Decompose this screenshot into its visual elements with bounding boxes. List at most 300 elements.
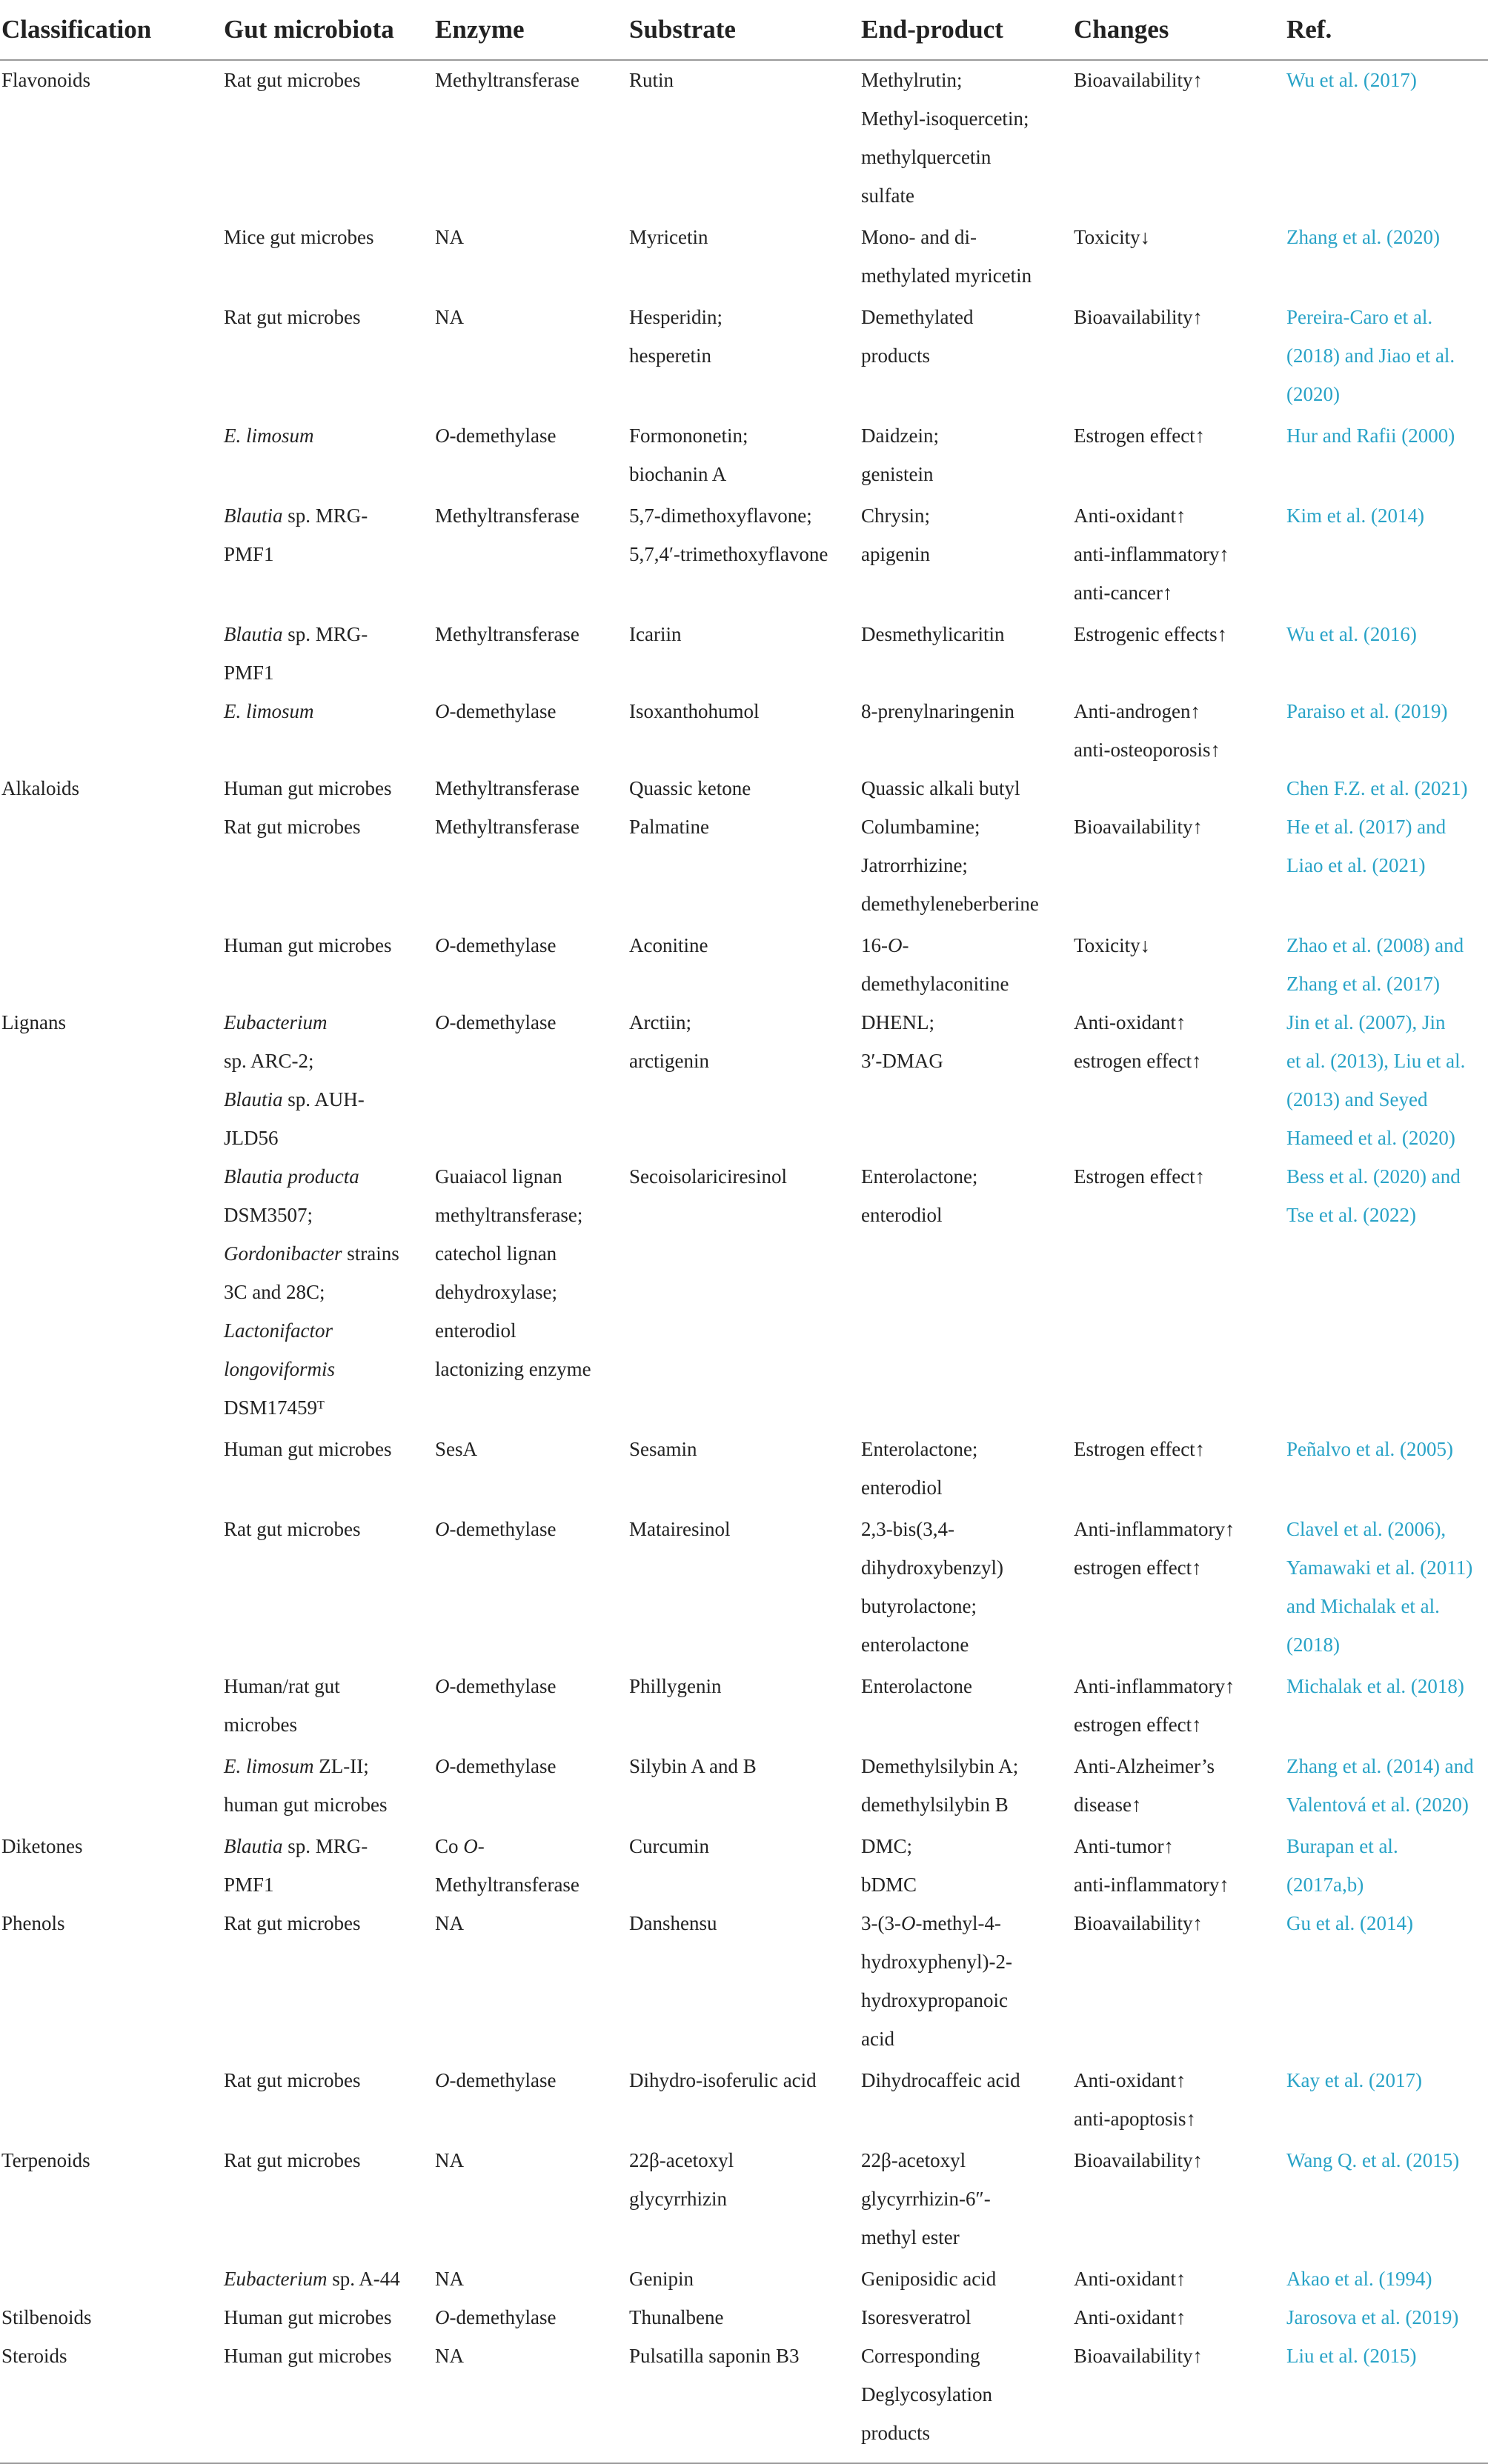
cell-gut-microbiota: [222, 2337, 434, 2463]
classification-text: Diketones: [1, 1835, 83, 1857]
cell-enzyme: [434, 1904, 628, 2058]
cell-substrate: [628, 1824, 860, 1904]
cell-ref: [1285, 1157, 1488, 1427]
enzyme-text: lactonizing enzyme: [435, 1358, 591, 1380]
table-row: [0, 295, 1488, 413]
cell-substrate: [628, 612, 860, 692]
cell-classification: [0, 1664, 222, 1744]
cell-gut-microbiota: [222, 808, 434, 923]
cell-gut-microbiota: [222, 1824, 434, 1904]
cell-end-product: [860, 2138, 1072, 2257]
cell-changes: [1072, 215, 1285, 295]
changes-text: Bioavailability↑: [1074, 306, 1203, 328]
enzyme-text: NA: [435, 2149, 464, 2171]
end-product-text: dihydroxybenzyl): [861, 1556, 1003, 1579]
ref-text[interactable]: Michalak et al. (2018): [1286, 1675, 1464, 1697]
classification-text: Steroids: [1, 2345, 67, 2367]
end-product-text: Methyl-isoquercetin;: [861, 107, 1029, 130]
end-product-text: Desmethylicaritin: [861, 623, 1005, 645]
cell-end-product: [860, 2058, 1072, 2138]
cell-changes: [1072, 2337, 1285, 2463]
ref-text[interactable]: Wang Q. et al. (2015): [1286, 2149, 1460, 2171]
cell-classification: [0, 413, 222, 493]
cell-classification: [0, 1427, 222, 1507]
substrate-text: Rutin: [629, 69, 674, 91]
cell-end-product: [860, 1904, 1072, 2058]
gut-microbiota-text: Human gut microbes: [224, 2345, 392, 2367]
substrate-text: Genipin: [629, 2268, 694, 2290]
ref-text[interactable]: Liao et al. (2021): [1286, 854, 1426, 876]
end-product-text: methyl ester: [861, 2226, 960, 2248]
table-row: [0, 2138, 1488, 2257]
cell-ref: [1285, 1744, 1488, 1824]
table-row: [0, 1904, 1488, 2058]
substrate-text: Silybin A and B: [629, 1755, 757, 1777]
substrate-text: 5,7,4′-trimethoxyflavone: [629, 543, 828, 565]
enzyme-text: Methyltransferase: [435, 816, 579, 838]
enzyme-text: enterodiol: [435, 1319, 517, 1342]
substrate-text: Sesamin: [629, 1438, 697, 1460]
changes-text: Anti-inflammatory↑: [1074, 1675, 1235, 1697]
cell-enzyme: [434, 493, 628, 612]
table-row: [0, 2058, 1488, 2138]
enzyme-text: NA: [435, 1912, 464, 1934]
cell-ref: [1285, 769, 1488, 808]
table-row: [0, 1157, 1488, 1427]
end-product-text: methylated myricetin: [861, 264, 1032, 287]
cell-changes: [1072, 1507, 1285, 1664]
cell-ref: [1285, 2337, 1488, 2463]
cell-classification: [0, 612, 222, 692]
header-ref: Ref.: [1285, 0, 1488, 60]
cell-end-product: [860, 215, 1072, 295]
cell-classification: [0, 1507, 222, 1664]
cell-ref: [1285, 808, 1488, 923]
substrate-text: Dihydro-isoferulic acid: [629, 2069, 817, 2091]
end-product-text: hydroxyphenyl)-2-: [861, 1951, 1012, 1973]
cell-end-product: [860, 692, 1072, 769]
ref-text[interactable]: Gu et al. (2014): [1286, 1912, 1413, 1934]
cell-ref: [1285, 1003, 1488, 1157]
cell-end-product: [860, 60, 1072, 215]
cell-changes: [1072, 1664, 1285, 1744]
cell-gut-microbiota: [222, 2058, 434, 2138]
end-product-text: 16-O-: [861, 934, 909, 956]
end-product-text: 3′-DMAG: [861, 1050, 943, 1072]
cell-substrate: [628, 1664, 860, 1744]
changes-text: estrogen effect↑: [1074, 1050, 1202, 1072]
cell-end-product: [860, 1003, 1072, 1157]
cell-substrate: [628, 692, 860, 769]
table-body: [0, 60, 1488, 2463]
cell-classification: [0, 2298, 222, 2337]
substrate-text: Aconitine: [629, 934, 708, 956]
cell-gut-microbiota: [222, 413, 434, 493]
enzyme-text: Methyltransferase: [435, 1874, 579, 1896]
cell-gut-microbiota: [222, 60, 434, 215]
substrate-text: Palmatine: [629, 816, 709, 838]
cell-end-product: [860, 1744, 1072, 1824]
cell-changes: [1072, 2138, 1285, 2257]
end-product-text: Enterolactone;: [861, 1165, 978, 1188]
cell-changes: [1072, 808, 1285, 923]
end-product-text: enterodiol: [861, 1204, 943, 1226]
cell-substrate: [628, 2257, 860, 2298]
table-row: [0, 215, 1488, 295]
cell-classification: [0, 1157, 222, 1427]
ref-text[interactable]: et al. (2013), Liu et al.: [1286, 1050, 1466, 1072]
ref-text[interactable]: (2020): [1286, 383, 1340, 405]
ref-text[interactable]: Hameed et al. (2020): [1286, 1127, 1455, 1149]
cell-changes: [1072, 2298, 1285, 2337]
substrate-text: hesperetin: [629, 344, 711, 367]
end-product-text: Mono- and di-: [861, 226, 977, 248]
cell-enzyme: [434, 1003, 628, 1157]
ref-text[interactable]: Clavel et al. (2006),: [1286, 1518, 1447, 1540]
enzyme-text: Methyltransferase: [435, 69, 579, 91]
ref-text[interactable]: Wu et al. (2017): [1286, 69, 1417, 91]
enzyme-text: O-demethylase: [435, 1755, 557, 1777]
cell-gut-microbiota: [222, 2257, 434, 2298]
header-substrate: Substrate: [628, 0, 860, 60]
end-product-text: Jatrorrhizine;: [861, 854, 968, 876]
cell-gut-microbiota: [222, 1507, 434, 1664]
cell-enzyme: [434, 769, 628, 808]
ref-text[interactable]: Zhang et al. (2017): [1286, 973, 1440, 995]
cell-enzyme: [434, 1507, 628, 1664]
ref-text[interactable]: (2018) and Jiao et al.: [1286, 344, 1455, 367]
header-changes: Changes: [1072, 0, 1285, 60]
gut-microbiota-text: Human gut microbes: [224, 2306, 392, 2328]
changes-text: Bioavailability↑: [1074, 2345, 1203, 2367]
changes-text: Anti-oxidant↑: [1074, 2069, 1186, 2091]
classification-text: Terpenoids: [1, 2149, 90, 2171]
end-product-text: Columbamine;: [861, 816, 980, 838]
table-row: [0, 769, 1488, 808]
ref-text[interactable]: Tse et al. (2022): [1286, 1204, 1417, 1226]
gut-microbiota-text: Blautia sp. MRG-: [224, 623, 368, 645]
cell-ref: [1285, 493, 1488, 612]
cell-classification: [0, 2257, 222, 2298]
cell-classification: [0, 1744, 222, 1824]
cell-changes: [1072, 769, 1285, 808]
cell-end-product: [860, 1157, 1072, 1427]
end-product-text: Corresponding: [861, 2345, 980, 2367]
gut-microbiota-text: Rat gut microbes: [224, 2069, 361, 2091]
cell-substrate: [628, 2058, 860, 2138]
cell-substrate: [628, 808, 860, 923]
cell-enzyme: [434, 612, 628, 692]
cell-substrate: [628, 60, 860, 215]
table-row: [0, 1507, 1488, 1664]
end-product-text: products: [861, 344, 930, 367]
cell-changes: [1072, 1744, 1285, 1824]
ref-text[interactable]: Chen F.Z. et al. (2021): [1286, 777, 1468, 799]
changes-text: anti-osteoporosis↑: [1074, 739, 1220, 761]
cell-gut-microbiota: [222, 769, 434, 808]
gut-microbiota-text: Human gut microbes: [224, 1438, 392, 1460]
cell-classification: [0, 493, 222, 612]
end-product-text: genistein: [861, 463, 934, 485]
table-row: [0, 2257, 1488, 2298]
ref-text[interactable]: Zhang et al. (2014) and: [1286, 1755, 1474, 1777]
changes-text: Estrogen effect↑: [1074, 1165, 1206, 1188]
cell-changes: [1072, 692, 1285, 769]
cell-gut-microbiota: [222, 612, 434, 692]
end-product-text: Daidzein;: [861, 424, 939, 447]
cell-ref: [1285, 1427, 1488, 1507]
cell-substrate: [628, 2298, 860, 2337]
cell-ref: [1285, 1507, 1488, 1664]
end-product-text: 22β-acetoxyl: [861, 2149, 966, 2171]
end-product-text: demethylaconitine: [861, 973, 1009, 995]
changes-text: Bioavailability↑: [1074, 2149, 1203, 2171]
gut-microbiota-text: Rat gut microbes: [224, 1518, 361, 1540]
ref-text[interactable]: Peñalvo et al. (2005): [1286, 1438, 1453, 1460]
cell-substrate: [628, 2138, 860, 2257]
cell-substrate: [628, 295, 860, 413]
cell-end-product: [860, 413, 1072, 493]
substrate-text: Arctiin;: [629, 1011, 691, 1033]
ref-text[interactable]: Kay et al. (2017): [1286, 2069, 1422, 2091]
ref-text[interactable]: Paraiso et al. (2019): [1286, 700, 1448, 722]
cell-ref: [1285, 215, 1488, 295]
substrate-text: glycyrrhizin: [629, 2188, 727, 2210]
end-product-text: products: [861, 2422, 930, 2444]
cell-enzyme: [434, 413, 628, 493]
changes-text: Anti-inflammatory↑: [1074, 1518, 1235, 1540]
gut-microbiota-text: Eubacterium: [224, 1011, 328, 1033]
changes-text: anti-apoptosis↑: [1074, 2108, 1196, 2130]
cell-classification: [0, 923, 222, 1003]
gut-microbiota-text: Rat gut microbes: [224, 1912, 361, 1934]
changes-text: Anti-Alzheimer’s: [1074, 1755, 1215, 1777]
cell-ref: [1285, 60, 1488, 215]
end-product-text: DMC;: [861, 1835, 913, 1857]
changes-text: anti-inflammatory↑: [1074, 1874, 1229, 1896]
cell-ref: [1285, 1664, 1488, 1744]
ref-text[interactable]: He et al. (2017) and: [1286, 816, 1447, 838]
ref-text[interactable]: Pereira-Caro et al.: [1286, 306, 1433, 328]
ref-text[interactable]: Hur and Rafii (2000): [1286, 424, 1455, 447]
end-product-text: enterodiol: [861, 1476, 943, 1499]
cell-substrate: [628, 1003, 860, 1157]
gut-microbiota-text: Lactonifactor: [224, 1319, 333, 1342]
cell-ref: [1285, 2138, 1488, 2257]
gut-microbiota-text: DSM17459ᵀ: [224, 1396, 325, 1419]
ref-text[interactable]: Akao et al. (1994): [1286, 2268, 1432, 2290]
cell-substrate: [628, 413, 860, 493]
cell-ref: [1285, 692, 1488, 769]
cell-gut-microbiota: [222, 493, 434, 612]
cell-substrate: [628, 1427, 860, 1507]
cell-end-product: [860, 1427, 1072, 1507]
changes-text: Toxicity↓: [1074, 226, 1151, 248]
cell-ref: [1285, 2257, 1488, 2298]
ref-text[interactable]: Yamawaki et al. (2011): [1286, 1556, 1473, 1579]
end-product-text: Enterolactone: [861, 1675, 972, 1697]
end-product-text: Chrysin;: [861, 505, 931, 527]
ref-text[interactable]: Burapan et al.: [1286, 1835, 1398, 1857]
end-product-text: apigenin: [861, 543, 930, 565]
cell-changes: [1072, 612, 1285, 692]
enzyme-text: Methyltransferase: [435, 623, 579, 645]
enzyme-text: catechol lignan: [435, 1242, 557, 1265]
gut-microbiota-text: Human/rat gut: [224, 1675, 340, 1697]
cell-ref: [1285, 1904, 1488, 2058]
gut-microbiota-text: Blautia sp. MRG-: [224, 505, 368, 527]
end-product-text: methylquercetin: [861, 146, 992, 168]
cell-end-product: [860, 923, 1072, 1003]
cell-changes: [1072, 1904, 1285, 2058]
enzyme-text: O-demethylase: [435, 2306, 557, 2328]
cell-end-product: [860, 1824, 1072, 1904]
cell-substrate: [628, 923, 860, 1003]
enzyme-text: NA: [435, 226, 464, 248]
cell-changes: [1072, 1157, 1285, 1427]
changes-text: Anti-oxidant↑: [1074, 2268, 1186, 2290]
substrate-text: Danshensu: [629, 1912, 717, 1934]
cell-end-product: [860, 295, 1072, 413]
ref-text[interactable]: Valentová et al. (2020): [1286, 1794, 1469, 1816]
ref-text[interactable]: Jin et al. (2007), Jin: [1286, 1011, 1446, 1033]
ref-text[interactable]: (2013) and Seyed: [1286, 1088, 1428, 1111]
changes-text: Bioavailability↑: [1074, 816, 1203, 838]
table-row: [0, 1744, 1488, 1824]
cell-gut-microbiota: [222, 1003, 434, 1157]
cell-end-product: [860, 612, 1072, 692]
gut-microbiota-text: Rat gut microbes: [224, 816, 361, 838]
gut-microbiota-text: Blautia producta: [224, 1165, 359, 1188]
cell-classification: [0, 1904, 222, 2058]
cell-end-product: [860, 2298, 1072, 2337]
cell-end-product: [860, 2337, 1072, 2463]
changes-text: Anti-tumor↑: [1074, 1835, 1174, 1857]
end-product-text: demethylsilybin B: [861, 1794, 1009, 1816]
substrate-text: arctigenin: [629, 1050, 709, 1072]
table-row: [0, 1427, 1488, 1507]
cell-gut-microbiota: [222, 2138, 434, 2257]
changes-text: Toxicity↓: [1074, 934, 1151, 956]
changes-text: Bioavailability↑: [1074, 69, 1203, 91]
cell-ref: [1285, 2058, 1488, 2138]
gut-microbiota-text: PMF1: [224, 1874, 274, 1896]
cell-gut-microbiota: [222, 1904, 434, 2058]
gut-microbiota-text: sp. ARC-2;: [224, 1050, 314, 1072]
cell-changes: [1072, 2257, 1285, 2298]
cell-ref: [1285, 612, 1488, 692]
cell-gut-microbiota: [222, 1744, 434, 1824]
cell-classification: [0, 692, 222, 769]
gut-microbiota-text: Rat gut microbes: [224, 306, 361, 328]
ref-text[interactable]: Zhao et al. (2008) and: [1286, 934, 1464, 956]
cell-enzyme: [434, 692, 628, 769]
ref-text[interactable]: Zhang et al. (2020): [1286, 226, 1440, 248]
gut-microbiota-text: longoviformis: [224, 1358, 336, 1380]
gut-microbiota-text: microbes: [224, 1714, 297, 1736]
gut-microbiota-text: E. limosum: [224, 424, 314, 447]
cell-enzyme: [434, 60, 628, 215]
enzyme-text: O-demethylase: [435, 700, 557, 722]
enzyme-text: O-demethylase: [435, 1518, 557, 1540]
enzyme-text: Guaiacol lignan: [435, 1165, 562, 1188]
cell-gut-microbiota: [222, 1664, 434, 1744]
ref-text[interactable]: Bess et al. (2020) and: [1286, 1165, 1461, 1188]
end-product-text: Demethylsilybin A;: [861, 1755, 1019, 1777]
table-row: [0, 2337, 1488, 2463]
changes-text: anti-inflammatory↑: [1074, 543, 1229, 565]
cell-ref: [1285, 2298, 1488, 2337]
cell-changes: [1072, 493, 1285, 612]
cell-enzyme: [434, 808, 628, 923]
substrate-text: Pulsatilla saponin B3: [629, 2345, 800, 2367]
substrate-text: Curcumin: [629, 1835, 709, 1857]
substrate-text: 5,7-dimethoxyflavone;: [629, 505, 812, 527]
gut-microbiota-text: PMF1: [224, 662, 274, 684]
end-product-text: Geniposidic acid: [861, 2268, 997, 2290]
substrate-text: biochanin A: [629, 463, 727, 485]
ref-text[interactable]: Liu et al. (2015): [1286, 2345, 1417, 2367]
cell-changes: [1072, 60, 1285, 215]
table-row: [0, 1003, 1488, 1157]
cell-enzyme: [434, 1744, 628, 1824]
changes-text: Bioavailability↑: [1074, 1912, 1203, 1934]
table-row: [0, 413, 1488, 493]
end-product-text: demethyleneberberine: [861, 893, 1039, 915]
gut-microbiota-text: Rat gut microbes: [224, 69, 361, 91]
substrate-text: Secoisolariciresinol: [629, 1165, 787, 1188]
cell-substrate: [628, 1904, 860, 2058]
cell-changes: [1072, 2058, 1285, 2138]
cell-classification: [0, 60, 222, 215]
end-product-text: 3-(3-O-methyl-4-: [861, 1912, 1001, 1934]
cell-ref: [1285, 295, 1488, 413]
header-gut-microbiota: Gut microbiota: [222, 0, 434, 60]
substrate-text: 22β-acetoxyl: [629, 2149, 734, 2171]
ref-text[interactable]: Jarosova et al. (2019): [1286, 2306, 1459, 2328]
gut-microbiota-text: E. limosum: [224, 700, 314, 722]
ref-text[interactable]: Kim et al. (2014): [1286, 505, 1424, 527]
cell-gut-microbiota: [222, 215, 434, 295]
cell-classification: [0, 2337, 222, 2463]
cell-substrate: [628, 2337, 860, 2463]
ref-text[interactable]: and Michalak et al.: [1286, 1595, 1440, 1617]
changes-text: Anti-oxidant↑: [1074, 2306, 1186, 2328]
end-product-text: glycyrrhizin-6″-: [861, 2188, 991, 2210]
substrate-text: Myricetin: [629, 226, 708, 248]
table-row: [0, 612, 1488, 692]
table-row: [0, 923, 1488, 1003]
gut-microbiota-text: Blautia sp. AUH-: [224, 1088, 365, 1111]
cell-gut-microbiota: [222, 692, 434, 769]
changes-text: estrogen effect↑: [1074, 1556, 1202, 1579]
ref-text[interactable]: (2018): [1286, 1634, 1340, 1656]
end-product-text: DHENL;: [861, 1011, 934, 1033]
gut-microbiota-text: DSM3507;: [224, 1204, 313, 1226]
enzyme-text: O-demethylase: [435, 1675, 557, 1697]
gut-microbiota-text: PMF1: [224, 543, 274, 565]
gut-microbiota-text: Eubacterium sp. A-44: [224, 2268, 400, 2290]
header-classification: Classification: [0, 0, 222, 60]
classification-text: Lignans: [1, 1011, 66, 1033]
ref-text[interactable]: (2017a,b): [1286, 1874, 1364, 1896]
end-product-text: butyrolactone;: [861, 1595, 977, 1617]
end-product-text: Quassic alkali butyl: [861, 777, 1020, 799]
header-row: [0, 0, 1488, 60]
cell-classification: [0, 769, 222, 808]
table-row: [0, 808, 1488, 923]
ref-text[interactable]: Wu et al. (2016): [1286, 623, 1417, 645]
